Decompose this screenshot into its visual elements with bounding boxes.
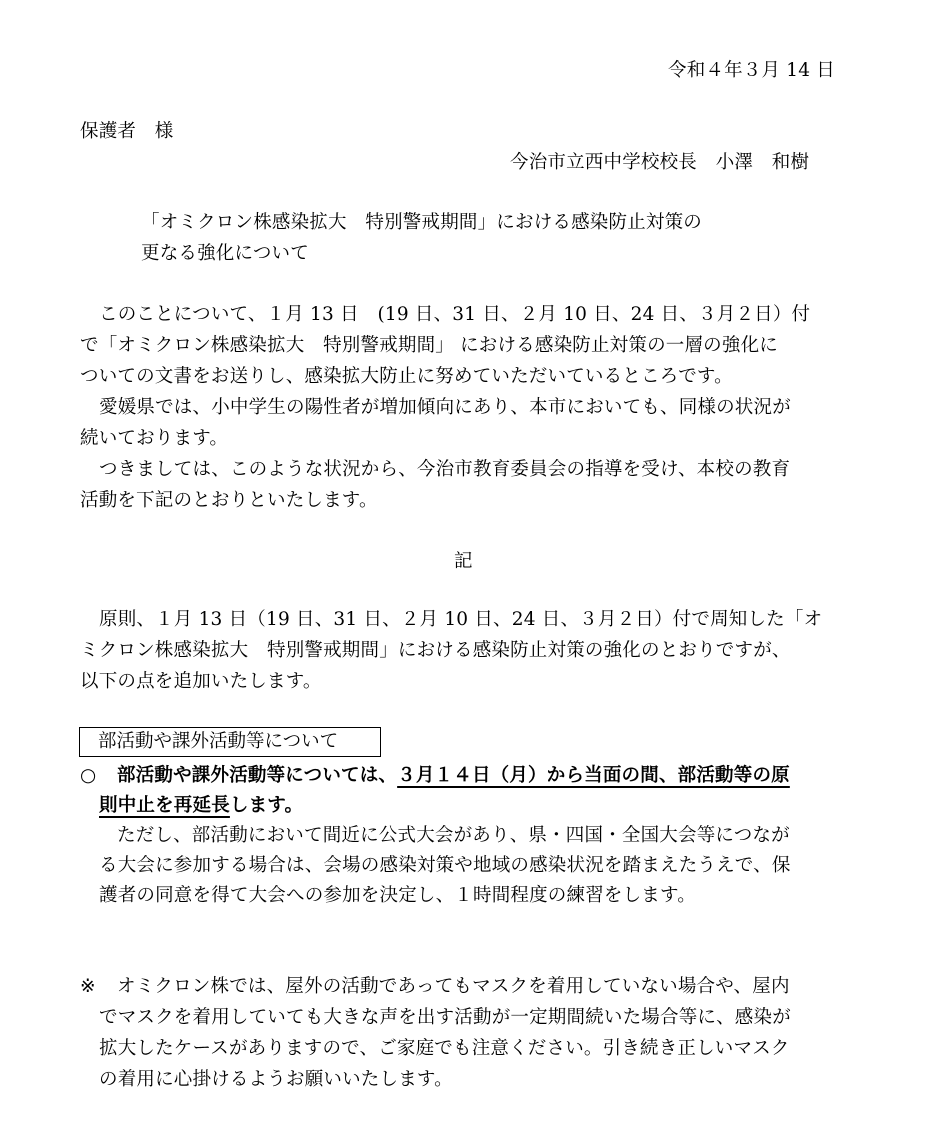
recipient: 保護者 様 (80, 121, 174, 142)
section-note-line-2: る大会に参加する場合は、会場の感染対策や地域の感染状況を踏まえたうえで、保 (99, 855, 791, 876)
bullet-line-2 (99, 797, 303, 816)
notice-line-2: でマスクを着用していても大きな声を出す活動が一定期間続いた場合等に、感染が (99, 1007, 791, 1028)
bullet-circle: ○ (80, 765, 97, 786)
ki-heading: 記 (454, 551, 473, 572)
bullet-line-1 (117, 767, 790, 786)
section-note-line-1: ただし、部活動において間近に公式大会があり、県・四国・全国大会等につなが (117, 825, 790, 846)
bullet-line-2-plain: します。 (229, 795, 304, 816)
notice-line-3: 拡大したケースがありますので、ご家庭でも注意ください。引き続き正しいマスク (99, 1038, 790, 1059)
document-title-line-2: 更なる強化について (141, 243, 309, 264)
notice-line-4: の着用に心掛けるようお願いいたします。 (99, 1069, 453, 1090)
intro-paragraph-2-line-1: 愛媛県では、小中学生の陽性者が増加傾向にあり、本市においても、同様の状況が (99, 397, 791, 418)
section-heading-label: 部活動や課外活動等について (98, 731, 339, 752)
bullet-line-2-underlined: 則中止を再延長 (99, 795, 230, 816)
sender: 今治市立西中学校校長 小澤 和樹 (510, 152, 810, 173)
principle-line-2: ミクロン株感染拡大 特別警戒期間」における感染防止対策の強化のとおりですが、 (80, 640, 791, 661)
intro-paragraph-1-line-1: このことについて、１月 13 日 (19 日、31 日、２月 10 日、24 日、３月２日）付 (99, 304, 811, 325)
intro-paragraph-1-line-2: で「オミクロン株感染拡大 特別警戒期間」 における感染防止対策の一層の強化に (80, 335, 778, 356)
principle-line-1: 原則、１月 13 日（19 日、31 日、２月 10 日、24 日、３月２日）付で周知した「オ (99, 609, 823, 630)
intro-paragraph-3-line-2: 活動を下記のとおりといたします。 (80, 490, 378, 511)
bullet-line-1-plain: 部活動や課外活動等については、 (117, 765, 398, 786)
section-note-line-3: 護者の同意を得て大会への参加を決定し、１時間程度の練習をします。 (99, 885, 696, 906)
intro-paragraph-3-line-1: つきましては、このような状況から、今治市教育委員会の指導を受け、本校の教育 (99, 459, 791, 480)
bullet-line-1-underlined: ３月１４日（月）から当面の間、部活動等の原 (397, 765, 790, 786)
principle-line-3: 以下の点を追加いたします。 (80, 671, 322, 692)
notice-mark: ※ (80, 976, 96, 997)
notice-line-1: オミクロン株では、屋外の活動であってもマスクを着用していない場合や、屋内 (117, 976, 790, 997)
document-date: 令和４年３月 14 日 (668, 60, 836, 81)
document-title-line-1: 「オミクロン株感染拡大 特別警戒期間」における感染防止対策の (141, 212, 703, 233)
intro-paragraph-2-line-2: 続いております。 (80, 428, 229, 449)
intro-paragraph-1-line-3: ついての文書をお送りし、感染拡大防止に努めていただいているところです。 (80, 366, 733, 387)
